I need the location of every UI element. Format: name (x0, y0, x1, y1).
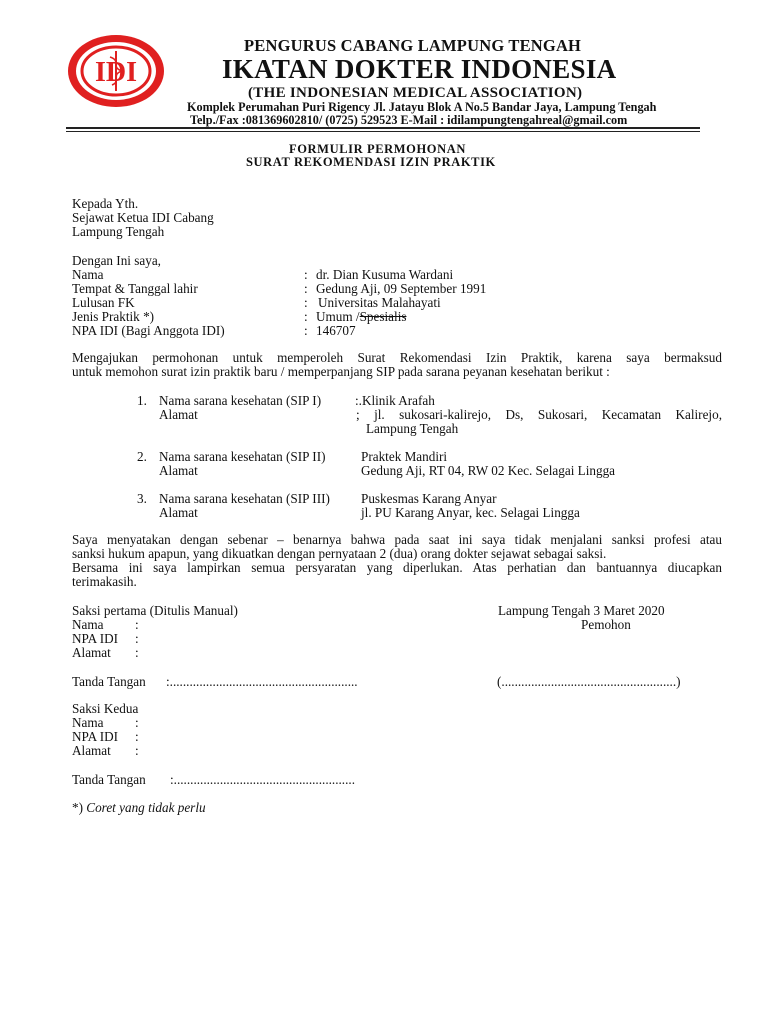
recipient-title: Sejawat Ketua IDI Cabang (72, 210, 214, 225)
statement-paragraph (72, 533, 722, 589)
footnote (72, 800, 206, 816)
org-english-name: (THE INDONESIAN MEDICAL ASSOCIATION) (248, 85, 583, 101)
applicant-sign-line: (.....................................................) (497, 674, 681, 689)
facility-3-name-value: Puskesmas Karang Anyar (361, 491, 497, 506)
footnote-text: Coret yang tidak perlu (86, 800, 206, 815)
witness-2-alamat-colon: : (135, 743, 139, 758)
witness-2-sign-line: :....................................................... (170, 772, 355, 787)
request-line-2: untuk memohon surat izin praktik baru / memperpanjang SIP pada sarana peyanan kesehatan berikut : (72, 364, 610, 379)
facility-2-number: 2. (137, 449, 147, 464)
recipient-place: Lampung Tengah (72, 224, 165, 239)
facility-3-address-label: Alamat (159, 505, 198, 520)
facility-3-number: 3. (137, 491, 147, 506)
recipient-salutation: Kepada Yth. (72, 196, 139, 211)
witness-1-npa-label: NPA IDI (72, 631, 119, 646)
label-nama: Nama (72, 267, 104, 282)
request-paragraph (72, 351, 722, 379)
facility-3-address-value: jl. PU Karang Anyar, kec. Selagai Lingga (361, 505, 580, 520)
witness-1-nama-label: Nama (72, 617, 104, 632)
witness-1-npa-colon: : (135, 631, 139, 646)
form-subtitle: SURAT REKOMENDASI IZIN PRAKTIK (246, 155, 496, 169)
request-line-1: Mengajukan permohonan untuk memperoleh Surat Rekomendasi Izin Praktik, karena saya bermaksud (72, 350, 722, 365)
label-lulusan: Lulusan FK (72, 295, 135, 310)
witness-2-npa-label: NPA IDI (72, 729, 119, 744)
sep-lulusan: : (304, 295, 308, 310)
idi-logo (66, 33, 166, 109)
statement-line-2: sanksi hukum apapun, yang dikuatkan dengan pernyataan 2 (dua) orang dokter sejawat sebagai saksi. (72, 546, 607, 561)
facility-1-address-label: Alamat (159, 407, 198, 422)
facility-3-name-label: Nama sarana kesehatan (SIP III) (159, 491, 330, 506)
facility-1-address-value: ; jl. sukosari-kalirejo, Ds, Sukosari, Kecamatan Kalirejo, (356, 407, 722, 422)
header-rule-thick (66, 127, 700, 129)
value-lulusan: Universitas Malahayati (318, 295, 441, 310)
witness-2-npa-colon: : (135, 729, 139, 744)
witness-1-alamat-label: Alamat (72, 645, 111, 660)
sep-ttl: : (304, 281, 308, 296)
footnote-mark: *) (72, 800, 83, 815)
org-branch-name: PENGURUS CABANG LAMPUNG TENGAH (244, 36, 582, 55)
statement-line-1: Saya menyatakan dengan sebenar – benarnya bahwa pada saat ini saya tidak menjalani sanksi profesi atau (72, 532, 722, 547)
statement-line-4: terimakasih. (72, 574, 137, 589)
sep-nama: : (304, 267, 308, 282)
facility-2-address-value: Gedung Aji, RT 04, RW 02 Kec. Selagai Lingga (361, 463, 616, 478)
sep-npa: : (304, 323, 308, 338)
facility-1-number: 1. (137, 393, 147, 408)
witness-2-nama-colon: : (135, 715, 139, 730)
facility-1-name-label: Nama sarana kesehatan (SIP I) (159, 393, 322, 408)
label-jenis-praktik: Jenis Praktik *) (72, 309, 155, 324)
form-title: FORMULIR PERMOHONAN (289, 142, 467, 156)
org-contact: Telp./Fax :081369602810/ (0725) 529523 E-Mail : idilampungtengahreal@gmail.com (190, 113, 628, 127)
witness-2-nama-label: Nama (72, 715, 104, 730)
witness-1-heading: Saksi pertama (Ditulis Manual) (72, 603, 238, 618)
applicant-intro: Dengan Ini saya, (72, 253, 161, 268)
org-name: IKATAN DOKTER INDONESIA (222, 54, 617, 84)
svg-text:IDI: IDI (94, 57, 138, 88)
facility-1-address-value-2: Lampung Tengah (366, 421, 459, 436)
witness-2-alamat-label: Alamat (72, 743, 111, 758)
value-npa: 146707 (316, 323, 356, 338)
applicant-role: Pemohon (581, 617, 631, 632)
witness-1-sign-label: Tanda Tangan (72, 674, 146, 689)
facility-2-address-label: Alamat (159, 463, 198, 478)
applicant-place-date: Lampung Tengah 3 Maret 2020 (498, 603, 665, 618)
facility-2-name-value: Praktek Mandiri (361, 449, 448, 464)
witness-1-sign-line: :......................................................... (166, 674, 358, 689)
label-ttl: Tempat & Tanggal lahir (72, 281, 198, 296)
org-address: Komplek Perumahan Puri Rigency Jl. Jatayu Blok A No.5 Bandar Jaya, Lampung Tengah (187, 100, 657, 114)
witness-1-alamat-colon: : (135, 645, 139, 660)
witness-1-nama-colon: : (135, 617, 139, 632)
value-ttl: Gedung Aji, 09 September 1991 (316, 281, 487, 296)
statement-line-3: Bersama ini saya lampirkan semua persyaratan yang diperlukan. Atas perhatian dan bantuannya diucapkan (72, 560, 722, 575)
witness-2-heading: Saksi Kedua (72, 701, 139, 716)
value-nama: dr. Dian Kusuma Wardani (316, 267, 454, 282)
jenis-praktik-spesialis-struck: Spesialis (359, 309, 407, 324)
jenis-praktik-umum: Umum / (316, 309, 360, 324)
header-rule-thin (66, 131, 700, 132)
label-npa: NPA IDI (Bagi Anggota IDI) (72, 323, 225, 338)
facility-2-name-label: Nama sarana kesehatan (SIP II) (159, 449, 326, 464)
sep-jenis-praktik: : (304, 309, 308, 324)
facility-1-name-value: :.Klinik Arafah (355, 393, 435, 408)
witness-2-sign-label: Tanda Tangan (72, 772, 146, 787)
